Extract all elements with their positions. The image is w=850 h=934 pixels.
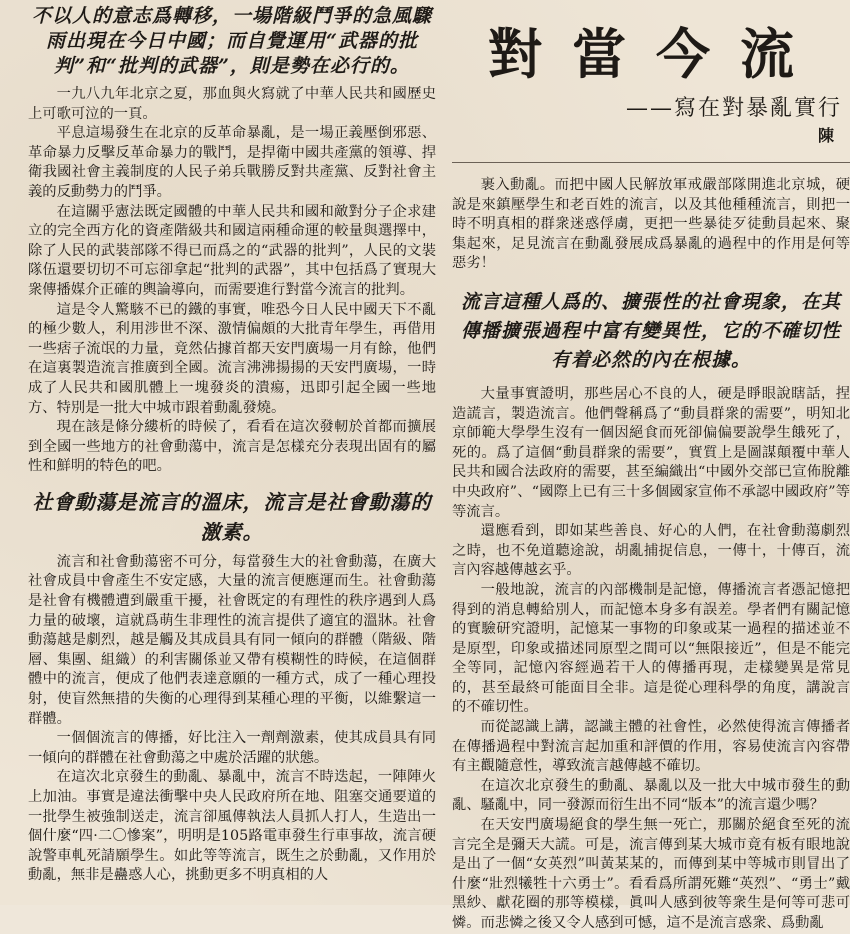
section-pull-quote: 社會動蕩是流言的溫床，流言是社會動蕩的激素。 [32, 489, 432, 544]
body-paragraph: 大量事實證明，那些居心不良的人，硬是睜眼說瞎話，捏造謊言，製造流言。他們聲稱爲了“動員群衆的需要”，明知北京師範大學學生沒有一個因絕食而死卻偏偏要說學生餓死了，死的。爲了這個“動員群衆的需要”，實質上是圖謀顛覆中華人民共和國合法政府的需要，甚至編織出“中國外交部已宣佈脫離中央政府”、“國際上已有三十多個國家宣佈不承認中國政府”等等流言。 [452, 385, 850, 520]
article-subtitle: ——寫在對暴亂實行 [626, 96, 843, 121]
body-paragraph: 一九八九年北京之夏，那血與火寫就了中華人民共和國歷史上可歌可泣的一頁。 [28, 86, 436, 122]
body-paragraph: 在這次北京發生的動亂、暴亂以及一批大中城市發生的動亂、騷亂中，同一發源而衍生出不同“版本”的流言還少嗎？ [452, 777, 850, 814]
body-paragraph: 流言和社會動蕩密不可分，每當發生大的社會動蕩，在廣大社會成員中會產生不安定感，大量的流言便應運而生。社會動蕩是社會有機體遭到嚴重干擾，社會既定的有理性的秩序遇到人爲力量的破壞，這就爲萌生非理性的流言提供了適宜的溫牀。社會動蕩越是劇烈，越是觸及其成員具有同一傾向的群體（階級、階層、集團、組織）的利害關係並又帶有模糊性的時候，在這個群體中的流言，便成了他們表達意願的一種方式，成了一種心理投射，使盲然無措的失衡的心理得到某種心理的平衡，以維繫這一群體。 [28, 553, 436, 727]
body-paragraph: 一個個流言的傳播，好比注入一劑劑激素，使其成員具有同一傾向的群體在社會動蕩之中處於活躍的狀態。 [28, 730, 436, 766]
article-byline: 陳 [818, 126, 835, 145]
body-paragraph: 平息這場發生在北京的反革命暴亂，是一場正義壓倒邪惡、革命暴力反擊反革命暴力的戰鬥，是捍衛中國共產黨的領導、捍衛我國社會主義制度的人民子弟兵戰勝反對共產黨、反對社會主義的反動勢力的鬥爭。 [28, 125, 436, 200]
body-paragraph: 現在該是條分縷析的時候了，看看在這次發軔於首都而擴展到全國一些地方的社會動蕩中，流言是怎樣充分表現出固有的屬性和鮮明的特色的吧。 [28, 419, 436, 475]
body-paragraph: 在這次北京發生的動亂、暴亂中，流言不時迭起，一陣陣火上加油。事實是違法衝擊中央人民政府所在地、阻塞交通要道的一批學生被強制送走，流言卻風傳執法人員抓人打人，生造出一個什麼“四·二〇慘案”，明明是105路電車發生行車事故，流言硬說警車軋死請願學生。如此等等流言，既生之於動亂，又作用於動亂，無非是蠱惑人心，挑動更多不明真相的人 [28, 769, 436, 884]
body-paragraph: 還應看到，即如某些善良、好心的人們，在社會動蕩劇烈之時，也不免道聽途說，胡亂捕捉信息，一傳十，十傳百，流言內容越傳越玄乎。 [452, 523, 850, 579]
body-paragraph: 在這關乎憲法既定國體的中華人民共和國和敵對分子企求建立的完全西方化的資產階級共和國這兩種命運的較量與選擇中，除了人民的武裝部隊不得已而爲之的“武器的批判”，人民的文裝隊伍還要切切不可忘卻拿起“批判的武器”，其中包括爲了實現大衆傳播媒介正確的輿論導向，而需要進行對當今流言的批判。 [28, 203, 436, 298]
article-headline: 對當今流 [488, 22, 824, 86]
headline-divider [452, 162, 850, 163]
body-paragraph: 這是令人驚駭不已的鐵的事實，唯恐今日人民中國天下不亂的極少數人，利用涉世不深、激情偏頗的大批青年學生，再借用一些痞子流氓的力量，竟然佔據首都天安門廣場一月有餘，他們在這裏製造流言推廣到全國。流言沸沸揚揚的天安門廣場，一時成了人民共和國肌體上一塊發炎的潰瘍，迅即引起全國一些地方、特別是一批大中城市跟着動亂發燒。 [28, 301, 436, 416]
intro-pull-quote: 不以人的意志爲轉移，一場階級鬥爭的急風驟雨出現在今日中國；而自覺運用“武器的批判”和“批判的武器”，則是勢在必行的。 [31, 5, 432, 77]
section-pull-quote: 流言這種人爲的、擴張性的社會現象，在其傳播擴張過程中富有變異性，它的不確切性有着必然的內在根據。 [460, 290, 841, 371]
right-column [452, 176, 850, 934]
body-paragraph: 在天安門廣場絕食的學生無一死亡，那關於絕食至死的流言完全是彌天大謊。可是，流言傳到某大城市竟有板有眼地說是出了一個“女英烈”叫黃某某的，而傳到某中等城市則冒出了什麼“壯烈犧牲十六勇士”。看看爲所謂死難“英烈”、“勇士”戴黑紗、獻花圈的那等模樣，眞叫人感到彼等衆生是何等可悲可憐。而悲憐之後又令人感到可憾，這不是流言惑衆、爲動亂 [452, 817, 850, 931]
body-paragraph: 而從認識上講，認識主體的社會性，必然使得流言傳播者在傳播過程中對流言起加重和評價的作用，容易使流言內容帶有主觀隨意性，導致流言越傳越不確切。 [452, 719, 850, 775]
left-column [28, 0, 436, 886]
body-paragraph: 一般地說，流言的內部機制是記憶，傳播流言者憑記憶把得到的消息轉給別人，而記憶本身多有誤差。學者們有關記憶的實驗研究證明，記憶某一事物的印象或某一過程的描述並不是原型，印象或描述同原型之間可以“無限接近”，但是不能完全等同，記憶內容經過若干人的傳播再現，走樣變異是常見的，甚至最終可能面目全非。這是從心理科學的角度，講說言的不確切性。 [452, 581, 850, 716]
body-paragraph: 裹入動亂。而把中國人民解放軍戒嚴部隊開進北京城，硬說是來鎮壓學生和老百姓的流言，以及其他種種流言，則把一時不明真相的群衆迷惑俘虜，更把一些暴徒歹徒動員起來、聚集起來，足見流言在動亂發展成爲暴亂的過程中的作用是何等惡劣！ [452, 177, 850, 272]
